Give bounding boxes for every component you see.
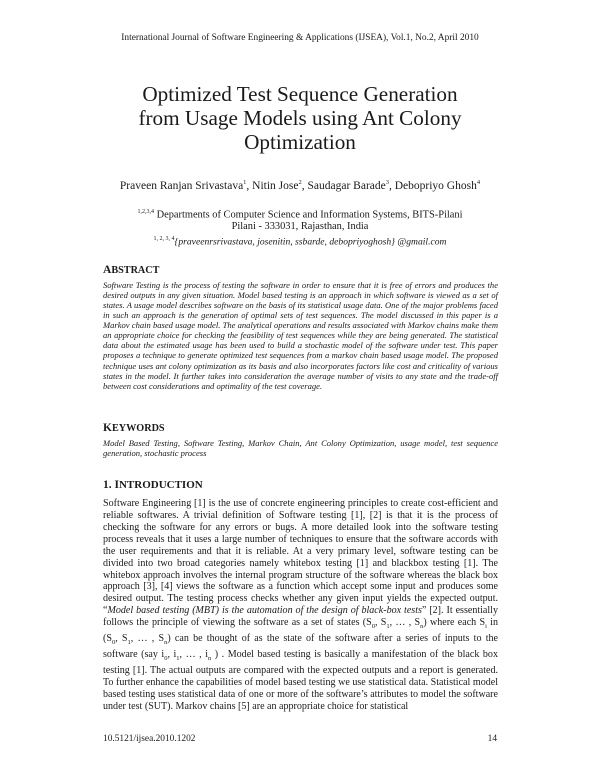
title-line: from Usage Models using Ant Colony: [138, 106, 462, 130]
affiliation-superscript: 1,2,3,4: [137, 209, 154, 215]
abstract-heading: ABSTRACT: [103, 264, 160, 276]
author-superscript: 3: [385, 179, 389, 186]
keywords-heading: KEYWORDS: [103, 422, 165, 434]
author-superscript: 1: [243, 179, 247, 186]
title-line: Optimized Test Sequence Generation: [142, 82, 458, 106]
title-line: Optimization: [244, 130, 356, 154]
affiliation-line: Pilani - 333031, Rajasthan, India: [231, 221, 369, 233]
author-name: , Saudagar Barade: [301, 179, 386, 192]
email-superscript: 1, 2, 3, 4: [153, 236, 175, 243]
introduction-heading: 1. INTRODUCTION: [103, 479, 203, 491]
author-superscript: 4: [476, 179, 481, 186]
abstract-text: Software Testing is the process of testing the software in order to ensure that it is free of errors and produces the desired outputs in any given situation. Model based testing is an approach in which software is viewed as a set of states. A usage model describes software on the basis of its statistical usage data. One of the major problems faced in such an approach is the generation of optimal sets of test sequences. The model discussed in this paper is a Markov chain based usage model. The analytical operations and results associated with Markov chains make them an appropriate choice for checking the feasibility of test sequences while they are being generated. The statistical data about the estimated usage has been used to build a stochastic model of the software under test. This paper proposes a technique to generate optimized test sequences from a markov chain based usage model. The proposed technique uses ant colony optimization as its basis and also incorporates factors like cost and criticality of various states in the model. It further takes into consideration the average number of visits to any state and the trade-off between cost considerations and optimality of the test coverage.: [103, 280, 498, 391]
journal-header: International Journal of Software Engineering & Applications (IJSEA), Vol.1, No.2, April 2010: [121, 33, 479, 43]
author-name: Praveen Ranjan Srivastava: [119, 179, 244, 192]
email-line: $^{1, 2, 3, 4}${praveenrsrivastava, josenitin, ssbarde, debopriyoghosh} @gmail.com: [153, 236, 447, 248]
author-name: , Nitin Jose: [246, 179, 299, 192]
keywords-text: Model Based Testing, Software Testing, Markov Chain, Ant Colony Optimization, usage model, test sequence generation, stochastic process: [103, 438, 498, 459]
author-name: , Debopriyo Ghosh: [388, 179, 477, 192]
page-number: 14: [487, 734, 497, 744]
affiliation-line: $^{1,2,3,4}$ Departments of Computer Science and Information Systems, BITS-Pilani: [137, 209, 463, 221]
doi: 10.5121/ijsea.2010.1202: [103, 734, 196, 744]
mbt-quote: Model based testing (MBT) is the automation of the design of black-box tests: [107, 605, 422, 617]
author-superscript: 2: [298, 179, 302, 186]
introduction-paragraph: Software Engineering [1] is the use of concrete engineering principles to create cost-efficient and reliable softwares. A trivial definition of Software testing [1], [2] is that it is the process of checking the software for any errors or bugs. A more detailed look into the software testing process reveals that it uses a large number of techniques to ensure that the software accords with the user requirements and that it is reliable. At a very primary level, software testing can be divided into two broad categories namely whitebox testing [1] and blackbox testing [1]. The whitebox approach involves the internal program structure of the software whereas the black box approach [3], [4] views the software as a function which accept some input and produces some desired output. The testing process checks whether any given input yields the expected output. “Model based testing (MBT) is the automation of the design of black-box tests” [2]. It essentially follows the principle of viewing the software as a set of states ($S_0$, $S_1$, … , $S_n$) where each $S_i$ in ($S_0$, $S_1$, … , $S_n$) can be thought of as the state of the software after a series of inputs to the software (say $i_0$, $i_1$, … , $i_n$ ) . Model based testing is basically a manifestation of the black box testing [1]. The actual outputs are compared with the expected outputs and a report is generated. To further enhance the capabilities of model based testing we use statistical data. Statistical model based testing uses statistical data of one or more of the software’s attributes to model the software under test (SUT). Markov chains [5] are an appropriate choice for statistical: [103, 498, 498, 712]
author-list: [0, 179, 600, 192]
affiliation-block: [0, 206, 600, 249]
paper-title: [0, 82, 600, 154]
email-addresses: {praveenrsrivastava, josenitin, ssbarde, debopriyoghosh}: [174, 236, 396, 248]
